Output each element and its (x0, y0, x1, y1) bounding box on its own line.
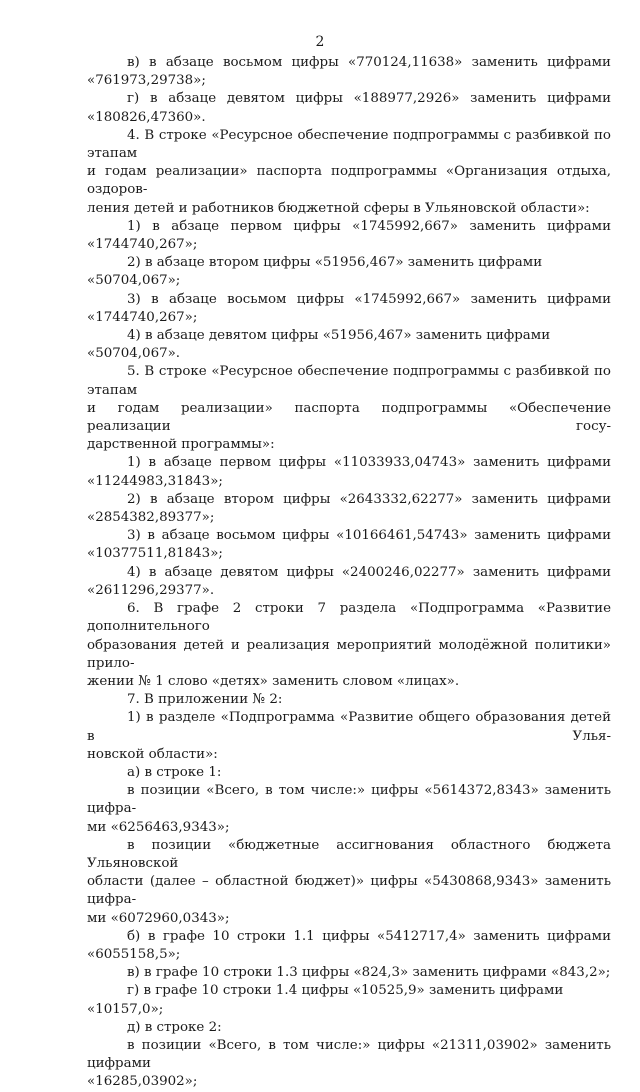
paragraph (87, 928, 611, 964)
paragraph (87, 564, 611, 600)
paragraph-line: 4) в абзаце девятом цифры «2400246,02277» заменить цифрами (127, 564, 611, 580)
paragraph (87, 327, 611, 363)
paragraph-line: 5. В строке «Ресурсное обеспечение подпрограммы с разбивкой по этапам (87, 364, 611, 398)
paragraph-line: 4) в абзаце девятом цифры «51956,467» заменить цифрами «50704,067». (87, 328, 551, 362)
paragraph-line: жении № 1 слово «детях» заменить словом «лицах». (87, 673, 460, 689)
paragraph (87, 764, 611, 782)
paragraph-line: и годам реализации» паспорта подпрограммы «Организация отдыха, оздоров- (87, 164, 611, 198)
paragraph-line: «11244983,31843»; (87, 473, 223, 489)
paragraph-line: «10377511,81843»; (87, 546, 223, 562)
paragraph-line: 7. В приложении № 2: (127, 692, 283, 708)
paragraph (87, 964, 611, 982)
paragraph (87, 709, 611, 764)
paragraph-line: 1) в абзаце первом цифры «11033933,04743» заменить цифрами (127, 455, 611, 471)
document-body (87, 54, 611, 1092)
paragraph-line: д) в строке 2: (127, 1019, 222, 1035)
paragraph-line: а) в строке 1: (127, 764, 222, 780)
paragraph-line: «2611296,29377». (87, 582, 215, 598)
paragraph-line: г) в абзаце девятом цифры «188977,2926» заменить цифрами (127, 91, 611, 107)
paragraph-line: «16285,03902»; (87, 1074, 198, 1090)
paragraph-line: области (далее – областной бюджет)» цифры «5430868,9343» заменить цифра- (87, 874, 611, 908)
paragraph (87, 600, 611, 691)
paragraph (87, 218, 611, 254)
paragraph-line: дарственной программы»: (87, 437, 275, 453)
paragraph-line: 3) в абзаце восьмом цифры «1745992,667» заменить цифрами (127, 291, 611, 307)
paragraph-line: новской области»: (87, 746, 218, 762)
paragraph-line: образования детей и реализация мероприятий молодёжной политики» прило- (87, 637, 611, 671)
paragraph (87, 363, 611, 454)
paragraph (87, 527, 611, 563)
paragraph (87, 782, 611, 837)
page-number: 2 (315, 34, 325, 50)
paragraph-line: в) в графе 10 строки 1.3 цифры «824,3» заменить цифрами «843,2»; (127, 965, 611, 981)
paragraph-line: «180826,47360». (87, 109, 206, 125)
paragraph-line: «6055158,5»; (87, 946, 181, 962)
paragraph (87, 1019, 611, 1037)
paragraph (87, 127, 611, 218)
paragraph (87, 254, 611, 290)
paragraph-line: 1) в абзаце первом цифры «1745992,667» заменить цифрами (127, 218, 611, 234)
paragraph-line: 3) в абзаце восьмом цифры «10166461,54743» заменить цифрами (127, 528, 611, 544)
paragraph (87, 1037, 611, 1092)
paragraph (87, 491, 611, 527)
paragraph-line: и годам реализации» паспорта подпрограммы «Обеспечение реализации госу- (87, 400, 611, 435)
paragraph (87, 90, 611, 126)
paragraph-line: 6. В графе 2 строки 7 раздела «Подпрограмма «Развитие дополнительного (87, 601, 611, 635)
paragraph (87, 54, 611, 90)
paragraph-line: 2) в абзаце втором цифры «51956,467» заменить цифрами «50704,067»; (87, 255, 543, 289)
paragraph-line: 1) в разделе «Подпрограмма «Развитие общего образования детей в Улья- (87, 710, 611, 744)
paragraph-line: в) в абзаце восьмом цифры «770124,11638» заменить цифрами (127, 55, 611, 70)
paragraph-line: в позиции «бюджетные ассигнования областного бюджета Ульяновской (87, 837, 611, 871)
paragraph-line: «1744740,267»; (87, 309, 198, 325)
paragraph-line: ления детей и работников бюджетной сферы в Ульяновской области»: (87, 200, 590, 216)
paragraph (87, 837, 611, 928)
paragraph-line: «2854382,89377»; (87, 510, 215, 526)
paragraph (87, 454, 611, 490)
paragraph-line: «761973,29738»; (87, 73, 206, 89)
paragraph-line: «1744740,267»; (87, 237, 198, 253)
paragraph-line: в позиции «Всего, в том числе:» цифры «5614372,8343» заменить цифра- (87, 783, 611, 817)
paragraph (87, 691, 611, 709)
paragraph-line: ми «6072960,0343»; (87, 910, 230, 926)
paragraph-line: 4. В строке «Ресурсное обеспечение подпрограммы с разбивкой по этапам (87, 127, 611, 162)
paragraph (87, 291, 611, 327)
paragraph-line: г) в графе 10 строки 1.4 цифры «10525,9» заменить цифрами «10157,0»; (87, 983, 564, 1017)
paragraph-line: б) в графе 10 строки 1.1 цифры «5412717,4» заменить цифрами (127, 928, 611, 944)
paragraph-line: ми «6256463,9343»; (87, 819, 230, 835)
paragraph-line: 2) в абзаце втором цифры «2643332,62277» заменить цифрами (127, 491, 611, 507)
paragraph (87, 982, 611, 1018)
paragraph-line: в позиции «Всего, в том числе:» цифры «21311,03902» заменить цифрами (87, 1037, 611, 1072)
